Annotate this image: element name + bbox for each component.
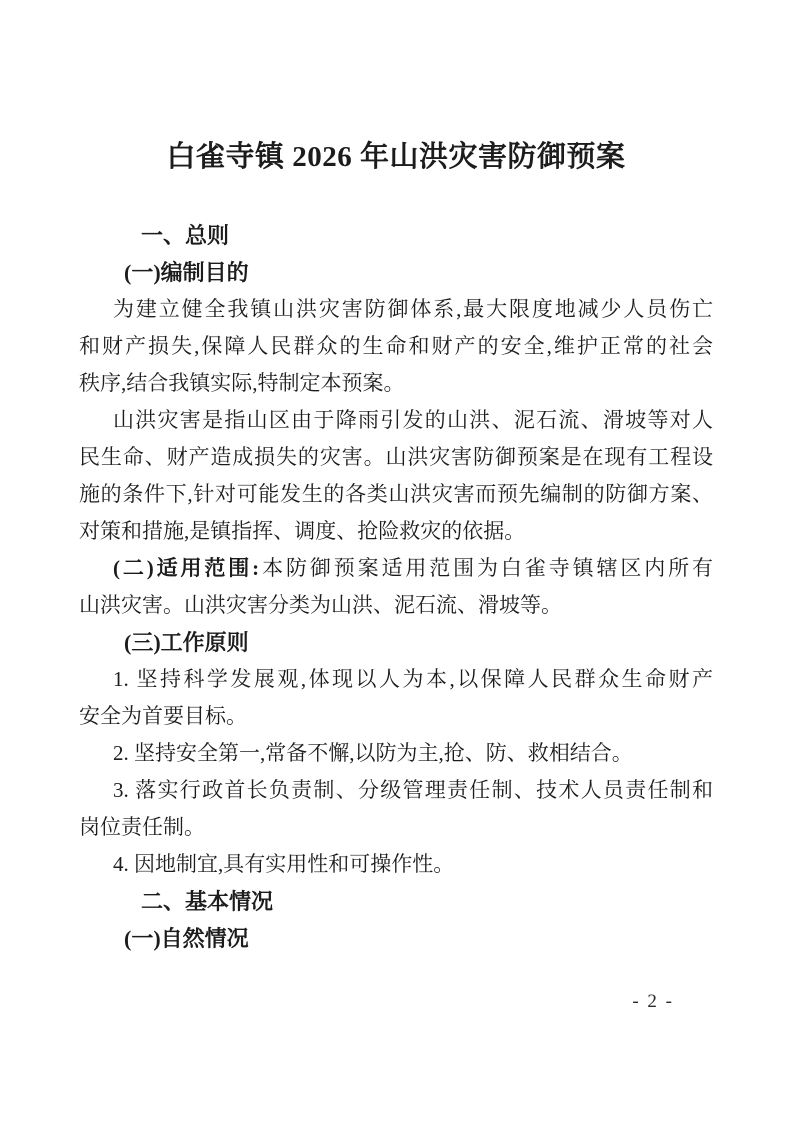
text-line: 3. 落实行政首长负责制、分级管理责任制、技术人员责任制和 — [113, 778, 713, 802]
heading-line: 一、总则 — [141, 223, 230, 248]
text-line: 秩序,结合我镇实际,特制定本预案。 — [79, 371, 405, 395]
page-number: - 2 - — [632, 991, 674, 1012]
text-line: 为建立健全我镇山洪灾害防御体系,最大限度地减少人员伤亡 — [113, 297, 713, 321]
heading-line: (三)工作原则 — [124, 630, 249, 655]
document-title: 白雀寺镇 2026 年山洪灾害防御预案 — [166, 141, 626, 173]
text-line: 岗位责任制。 — [79, 815, 205, 839]
heading-line: (一)编制目的 — [124, 260, 249, 285]
document-body — [79, 217, 713, 957]
bold-lead: (二)适用范围: — [113, 556, 260, 580]
heading-line: (一)自然情况 — [124, 926, 249, 951]
text-line: 山洪灾害。山洪灾害分类为山洪、泥石流、滑坡等。 — [79, 593, 562, 617]
text-line: 1. 坚持科学发展观,体现以人为本,以保障人民群众生命财产 — [113, 667, 713, 691]
text-line: 安全为首要目标。 — [79, 704, 247, 728]
text-line: 2. 坚持安全第一,常备不懈,以防为主,抢、防、救相结合。 — [113, 741, 633, 765]
heading-line: 二、基本情况 — [141, 889, 274, 914]
text-line: 山洪灾害是指山区由于降雨引发的山洪、泥石流、滑坡等对人 — [113, 408, 713, 432]
text-line: 对策和措施,是镇指挥、调度、抢险救灾的依据。 — [79, 519, 526, 543]
text-line: 民生命、财产造成损失的灾害。山洪灾害防御预案是在现有工程设 — [79, 445, 713, 469]
text-line: 4. 因地制宜,具有实用性和可操作性。 — [113, 852, 455, 876]
text-line: (二)适用范围:本防御预案适用范围为白雀寺镇辖区内所有 — [113, 556, 714, 580]
text-line: 施的条件下,针对可能发生的各类山洪灾害而预先编制的防御方案、 — [79, 482, 713, 506]
text-line: 和财产损失,保障人民群众的生命和财产的安全,维护正常的社会 — [79, 334, 713, 358]
